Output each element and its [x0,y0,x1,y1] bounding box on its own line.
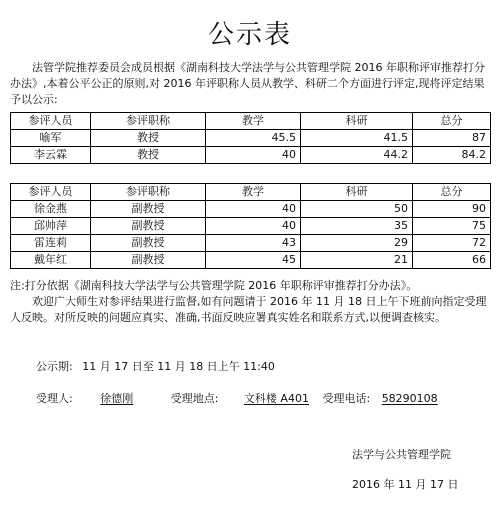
score-table-associate-professors [10,183,491,269]
contact-line [36,390,438,406]
research-cell: 50 [301,201,413,218]
title-cell: 教授 [91,130,206,147]
title-cell: 副教授 [91,201,206,218]
header-cell: 参评人员 [11,113,91,130]
research-cell: 29 [301,235,413,252]
teaching-cell: 43 [206,235,301,252]
name-cell: 李云霖 [11,147,91,164]
phone-value: 58290108 [381,392,438,405]
page-title: 公示表 [207,20,292,50]
teaching-cell: 45 [206,252,301,269]
teaching-cell: 40 [206,147,301,164]
place-value: 文科楼 A401 [243,392,309,405]
research-cell: 35 [301,218,413,235]
title-cell: 副教授 [91,252,206,269]
name-cell: 邱帅萍 [11,218,91,235]
research-cell: 41.5 [301,130,413,147]
header-cell: 教学 [206,113,301,130]
phone-label: 受理电话: [322,392,371,405]
teaching-cell: 40 [206,201,301,218]
period-label: 公示期: [36,360,73,373]
total-cell: 72 [413,235,491,252]
name-cell: 戴年红 [11,252,91,269]
total-cell: 90 [413,201,491,218]
note-basis: 注:打分依据《湖南科技大学法学与公共管理学院 2016 年职称评审推荐打分办法》。 [10,279,418,292]
note-section [10,278,492,326]
period-value: 11 月 17 日至 11 月 18 日上午 11:40 [82,360,275,373]
table-row [11,201,491,218]
header-cell: 总分 [413,184,491,201]
title-cell: 教授 [91,147,206,164]
research-cell: 21 [301,252,413,269]
person-label: 受理人: [36,392,73,405]
header-cell: 参评职称 [91,113,206,130]
total-cell: 84.2 [413,147,491,164]
table-header-row [11,113,491,130]
score-table-professors [10,112,491,164]
table-row [11,147,491,164]
total-cell: 66 [413,252,491,269]
header-cell: 总分 [413,113,491,130]
research-cell: 44.2 [301,147,413,164]
table-row [11,130,491,147]
table-header-row [11,184,491,201]
title-cell: 副教授 [91,235,206,252]
note-supervision: 欢迎广大师生对参评结果进行监督,如有问题请于 2016 年 11 月 18 日上午下班前向指定受理人反映。对所反映的问题应真实、准确,书面反映应署真实姓名和联系方式,以便调查核实。 [10,295,487,324]
signature-date: 2016 年 11 月 17 日 [352,478,459,491]
total-cell: 75 [413,218,491,235]
table-row [11,235,491,252]
name-cell: 徐金燕 [11,201,91,218]
signature-org: 法学与公共管理学院 [352,448,451,461]
teaching-cell: 40 [206,218,301,235]
header-cell: 参评职称 [91,184,206,201]
total-cell: 87 [413,130,491,147]
table-row [11,252,491,269]
person-value: 徐德刚 [100,392,134,405]
title-cell: 副教授 [91,218,206,235]
name-cell: 雷连莉 [11,235,91,252]
place-label: 受理地点: [170,392,219,405]
name-cell: 喻军 [11,130,91,147]
intro-paragraph: 法管学院推荐委员会成员根据《湖南科技大学法学与公共管理学院 2016 年职称评审推荐打分办法》,本着公平公正的原则,对 2016 年评职称人员从教学、科研二个方面进行评定,现将评定结果予以公示: [10,61,485,106]
header-cell: 科研 [301,113,413,130]
header-cell: 参评人员 [11,184,91,201]
teaching-cell: 45.5 [206,130,301,147]
table-row [11,218,491,235]
header-cell: 教学 [206,184,301,201]
publicity-period [36,358,275,374]
header-cell: 科研 [301,184,413,201]
